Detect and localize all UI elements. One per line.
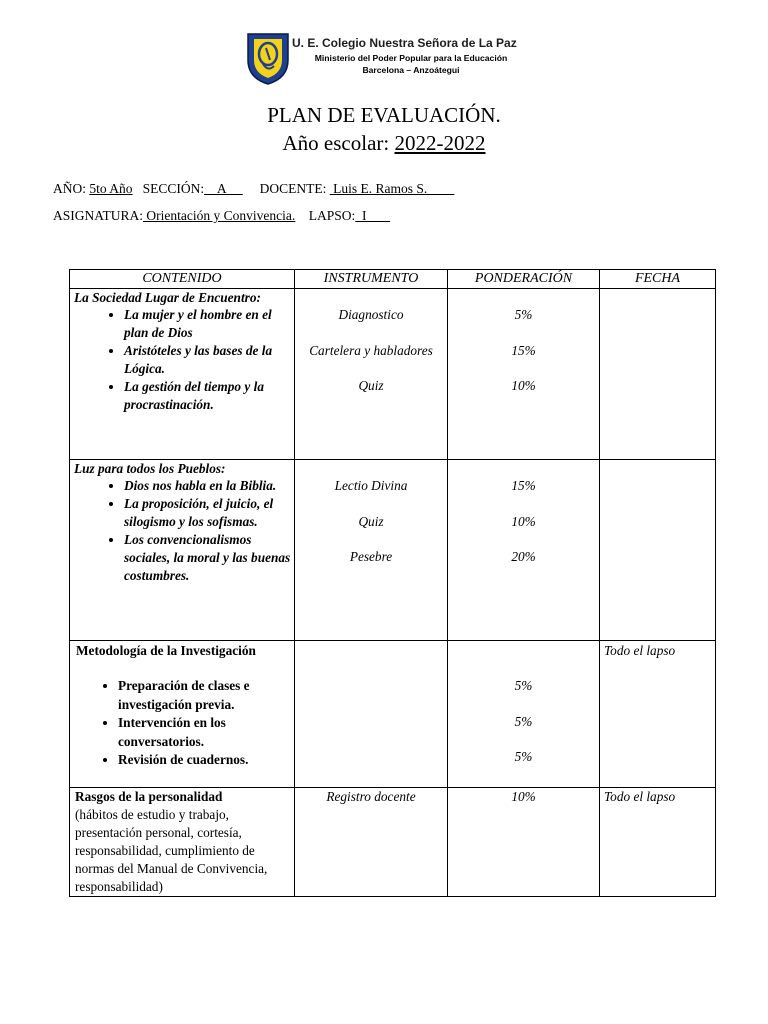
info-line-1	[53, 180, 454, 198]
document-header	[246, 30, 546, 90]
table-row	[70, 788, 716, 897]
weight: 15%	[511, 478, 536, 493]
header-contenido: CONTENIDO	[70, 270, 295, 289]
asignatura-value: Orientación y Convivencia.	[143, 208, 296, 223]
instrumento-cell	[295, 460, 448, 641]
topic-list	[70, 306, 294, 414]
header-instrumento: INSTRUMENTO	[295, 270, 448, 289]
instrument: Lectio Divina	[334, 478, 408, 493]
table-row	[70, 289, 716, 460]
seccion-value: A	[204, 181, 243, 196]
unit-title: Luz para todos los Pueblos:	[74, 461, 226, 476]
table-row	[70, 460, 716, 641]
contenido-cell	[70, 788, 295, 897]
instrument: Quiz	[358, 513, 384, 529]
instrumento-cell	[295, 641, 448, 788]
list-item: • Dios nos habla en la Biblia.	[124, 477, 294, 495]
weight: 10%	[511, 513, 536, 529]
asignatura-label: ASIGNATURA:	[53, 208, 144, 223]
ponderacion-cell	[448, 641, 600, 788]
ano-value: 5to Año	[89, 181, 133, 196]
school-year-label: Año escolar:	[282, 131, 395, 155]
ponderacion-cell	[448, 460, 600, 641]
header-fecha: FECHA	[600, 270, 716, 289]
list-item: • La gestión del tiempo y la procrastinación.	[124, 378, 294, 414]
docente-value: Luis E. Ramos S.	[329, 181, 455, 196]
unit-title: Rasgos de la personalidad	[75, 789, 223, 804]
instrument: Diagnostico	[338, 307, 404, 322]
ano-label: AÑO:	[53, 181, 90, 196]
ministry-name: Ministerio del Poder Popular para la Educación	[314, 53, 508, 63]
unit-title: La Sociedad Lugar de Encuentro:	[74, 290, 261, 305]
weight: 5%	[514, 749, 533, 764]
weight: 5%	[514, 307, 533, 322]
info-line-2	[53, 207, 390, 225]
weight: 20%	[511, 549, 536, 564]
seccion-label: SECCIÓN:	[132, 181, 205, 196]
table-header-row	[70, 270, 716, 289]
weight: 10%	[511, 378, 536, 393]
instrumento-cell	[295, 289, 448, 460]
list-item: • Aristóteles y las bases de la Lógica.	[124, 342, 294, 378]
contenido-cell	[70, 289, 295, 460]
docente-label: DOCENTE:	[242, 181, 330, 196]
contenido-cell	[70, 460, 295, 641]
school-year-value: 2022-2022	[394, 131, 486, 155]
list-item: • Revisión de cuadernos.	[118, 751, 294, 770]
fecha-cell: Todo el lapso	[600, 788, 716, 897]
topic-list	[70, 477, 294, 585]
list-item: • Los convencionalismos sociales, la moral y las buenas costumbres.	[124, 531, 294, 585]
ponderacion-cell	[448, 788, 600, 897]
school-year	[0, 130, 768, 156]
list-item: • Intervención en los conversatorios.	[118, 714, 294, 751]
weight: 5%	[514, 678, 533, 693]
topic-list	[70, 677, 294, 770]
fecha-cell: Todo el lapso	[600, 641, 716, 788]
instrument: Registro docente	[326, 789, 416, 804]
evaluation-table	[69, 269, 716, 897]
weight: 10%	[511, 789, 536, 804]
weight: 5%	[514, 713, 533, 729]
fecha-cell	[600, 460, 716, 641]
lapso-label: LAPSO:	[295, 208, 356, 223]
list-item: • La proposición, el juicio, el silogismo y los sofismas.	[124, 495, 294, 531]
school-crest-logo	[246, 30, 290, 86]
school-location: Barcelona – Anzoátegui	[362, 65, 460, 75]
instrument: Cartelera y habladores	[309, 342, 433, 358]
list-item: • Preparación de clases e investigación previa.	[118, 677, 294, 714]
unit-title: Metodología de la Investigación	[76, 643, 256, 658]
document-title: PLAN DE EVALUACIÓN.	[267, 103, 501, 127]
instrumento-cell	[295, 788, 448, 897]
weight: 15%	[511, 342, 536, 358]
lapso-value: I	[355, 208, 391, 223]
fecha-cell	[600, 289, 716, 460]
instrument: Pesebre	[349, 549, 393, 564]
ponderacion-cell	[448, 289, 600, 460]
school-name: U. E. Colegio Nuestra Señora de La Paz	[292, 36, 517, 50]
list-item: • La mujer y el hombre en el plan de Dios	[124, 306, 294, 342]
header-ponderacion: PONDERACIÓN	[448, 270, 600, 289]
contenido-cell	[70, 641, 295, 788]
unit-description: (hábitos de estudio y trabajo, presentación personal, cortesía, responsabilidad, cumplimiento de normas del Manual de Convivencia, responsabilidad)	[75, 807, 268, 894]
table-row	[70, 641, 716, 788]
instrument: Quiz	[358, 378, 384, 393]
